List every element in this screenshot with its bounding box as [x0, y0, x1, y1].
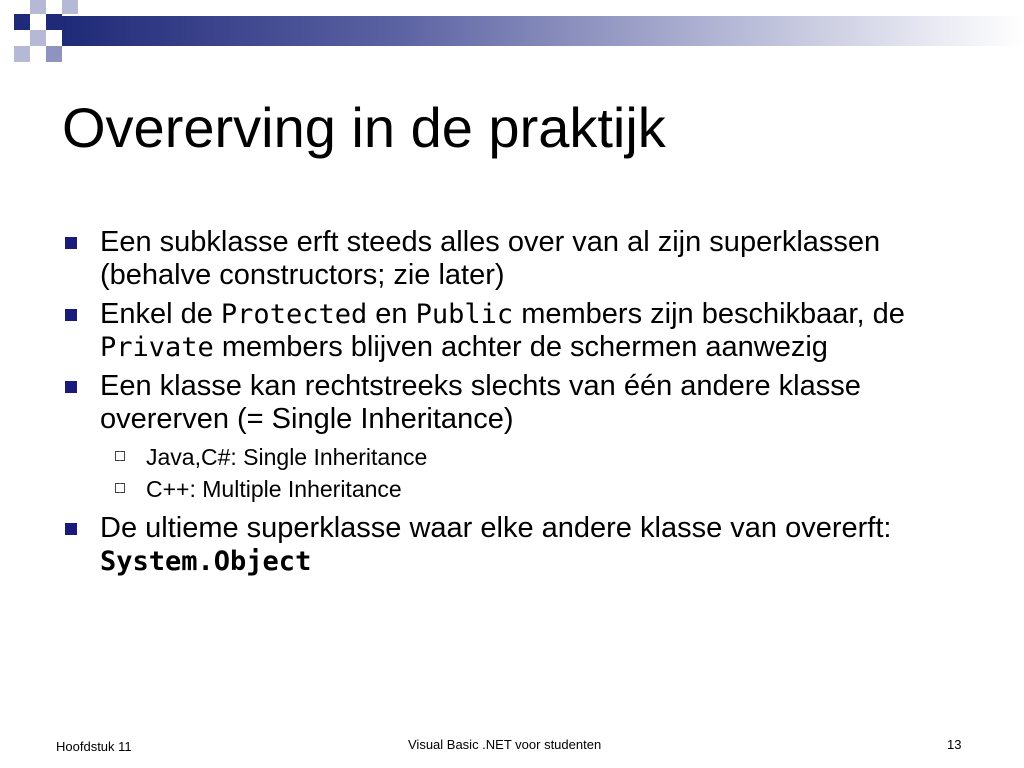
bullet-item — [62, 512, 962, 578]
footer-course-title: Visual Basic .NET voor studenten — [408, 737, 602, 752]
slide-title: Overerving in de praktijk — [62, 96, 666, 159]
bullet-text: en — [367, 298, 416, 330]
code-system-object: System.Object — [100, 546, 312, 577]
square-bullet-icon — [65, 381, 77, 393]
square-bullet-icon — [65, 523, 77, 535]
hollow-square-bullet-icon — [115, 451, 125, 461]
decor-square — [30, 30, 46, 46]
sub-bullet-text: C++: Multiple Inheritance — [146, 476, 402, 502]
square-bullet-icon — [65, 309, 77, 321]
bullet-item — [62, 298, 962, 364]
decor-square — [46, 14, 62, 30]
hollow-square-bullet-icon — [115, 483, 125, 493]
square-bullet-icon — [65, 237, 77, 249]
footer-page-number: 13 — [947, 737, 962, 752]
bullet-text: De ultieme superklasse waar elke andere klasse van overerft: — [100, 512, 892, 544]
footer-chapter: Hoofdstuk 11 — [56, 739, 132, 754]
bullet-item — [62, 370, 962, 436]
decor-square — [62, 0, 78, 14]
decor-square — [14, 46, 30, 62]
sub-bullet-item — [62, 474, 962, 504]
bullet-text: Een klasse kan rechtstreeks slechts van één andere klasse overerven (= Single Inheritance) — [100, 370, 861, 435]
bullet-item — [62, 226, 962, 292]
sub-bullet-item — [62, 442, 962, 472]
bullet-text: members zijn beschikbaar, de — [513, 298, 905, 330]
code-public: Public — [415, 299, 514, 330]
decor-square — [46, 46, 62, 62]
sub-bullet-text: Java,C#: Single Inheritance — [146, 444, 428, 470]
bullet-text: members blijven achter de schermen aanwezig — [213, 331, 828, 363]
header-gradient-band — [62, 16, 1024, 46]
decor-square — [30, 0, 46, 14]
bullet-text: Een subklasse erft steeds alles over van al zijn superklassen (behalve constructors; zie later) — [100, 226, 881, 291]
code-private: Private — [100, 332, 214, 363]
bullet-text: Enkel de — [100, 298, 221, 330]
slide-content — [62, 226, 962, 584]
code-protected: Protected — [220, 299, 368, 330]
decor-square — [14, 14, 30, 30]
